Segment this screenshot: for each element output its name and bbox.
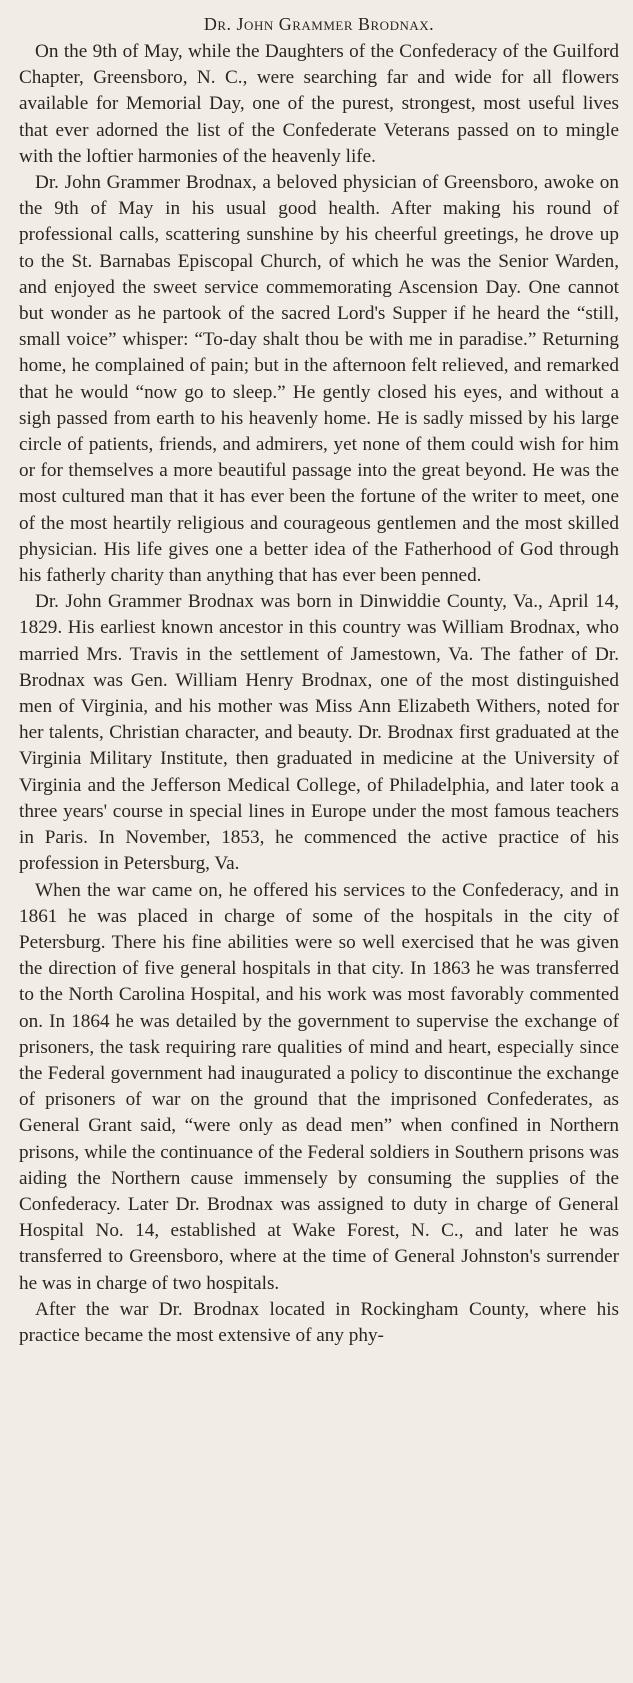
article-title-text: Dr. John Grammer Brodnax.: [203, 14, 435, 34]
paragraph-1: On the 9th of May, while the Daughters of the Confederacy of the Guilford Chapter, Greensboro, N. C., were searching far and wide for all flowers available for Memorial Day, one of the purest, strongest, most useful lives that ever adorned the list of the Confederate Veterans passed on to mingle with the loftier harmonies of the heavenly life.: [19, 41, 619, 167]
article-title: [19, 12, 619, 36]
paragraph-3: Dr. John Grammer Brodnax was born in Dinwiddie County, Va., April 14, 1829. His earliest known ancestor in this country was William Brodnax, who married Mrs. Travis in the settlement of Jamestown, Va. The father of Dr. Brodnax was Gen. William Henry Brodnax, one of the most distinguished men of Virginia, and his mother was Miss Ann Elizabeth Withers, noted for her talents, Christian character, and beauty. Dr. Brodnax first graduated at the Virginia Military Institute, then graduated in medicine at the University of Virginia and the Jefferson Medical College, of Philadelphia, and later took a three years' course in special lines in Europe under the most famous teachers in Paris. In November, 1853, he commenced the active practice of his profession in Petersburg, Va.: [19, 591, 619, 875]
paragraph-2: Dr. John Grammer Brodnax, a beloved physician of Greensboro, awoke on the 9th of May in his usual good health. After making his round of professional calls, scattering sunshine by his cheerful greetings, he drove up to the St. Barnabas Episcopal Church, of which he was the Senior Warden, and enjoyed the sweet service commemorating Ascension Day. One cannot but wonder as he partook of the sacred Lord's Supper if he heard the “still, small voice” whisper: “To-day shalt thou be with me in paradise.” Returning home, he complained of pain; but in the afternoon felt relieved, and remarked that he would “now go to sleep.” He gently closed his eyes, and without a sigh passed from earth to his heavenly home. He is sadly missed by his large circle of patients, friends, and admirers, yet none of them could wish for him or for themselves a more beautiful passage into the great beyond. He was the most cultured man that it has ever been the fortune of the writer to meet, one of the most heartily religious and courageous gentlemen and the most skilled physician. His life gives one a better idea of the Fatherhood of God through his fatherly charity than anything that has ever been penned.: [19, 172, 619, 587]
paragraph-5: After the war Dr. Brodnax located in Rockingham County, where his practice became the most extensive of any phy-: [19, 1298, 619, 1346]
paragraph-4: When the war came on, he offered his services to the Confederacy, and in 1861 he was placed in charge of some of the hospitals in the city of Petersburg. There his fine abilities were so well exercised that he was given the direction of five general hospitals in that city. In 1863 he was transferred to the North Carolina Hospital, and his work was most favorably commented on. In 1864 he was detailed by the government to supervise the exchange of prisoners, the task requiring rare qualities of mind and heart, especially since the Federal government had inaugurated a policy to discontinue the exchange of prisoners of war on the ground that the imprisoned Confederates, as General Grant said, “were only as dead men” when confined in Northern prisons, while the continuance of the Federal soldiers in Southern prisons was aiding the Northern cause immensely by consuming the supplies of the Confederacy. Later Dr. Brodnax was assigned to duty in charge of General Hospital No. 14, established at Wake Forest, N. C., and later he was transferred to Greensboro, where at the time of General Johnston's surrender he was in charge of two hospitals.: [19, 879, 619, 1294]
